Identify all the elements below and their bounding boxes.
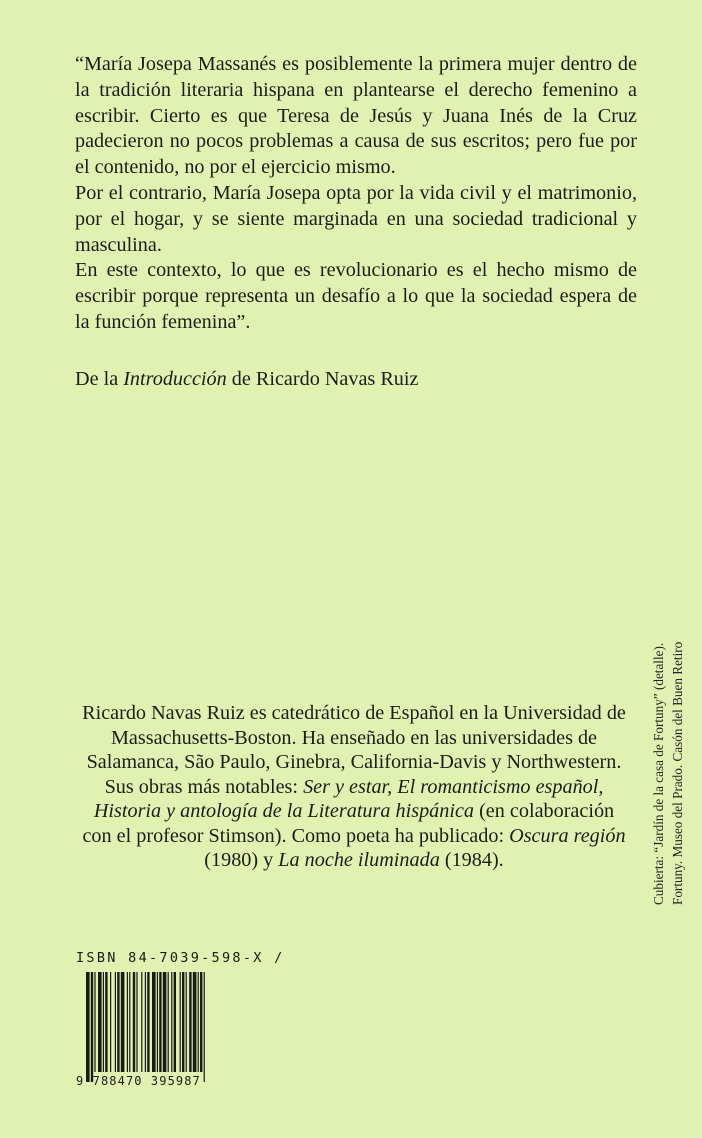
barcode-bar — [98, 972, 102, 1072]
bio-works: Ser y estar, El romanticismo español, Historia y antología de la Literatura hispánica — [93, 775, 604, 822]
attribution-suffix: de Ricardo Navas Ruiz — [226, 368, 419, 390]
barcode-bar — [121, 972, 125, 1072]
barcode-bar — [129, 972, 130, 1072]
barcode-bar — [91, 972, 93, 1082]
bio-paragraph-1: Ricardo Navas Ruiz es catedrático de Español en la Universidad de Massachusetts-Boston. Ha enseñado en las universidades de Salamanca, São Paulo, Ginebra, California-Davis y Northwestern. — [82, 702, 626, 773]
attribution-prefix: De la — [75, 368, 124, 390]
quote-paragraph-2: Por el contrario, María Josepa opta por la vida civil y el matrimonio, por el hogar, y se siente marginada en una sociedad tradicional y masculina. — [75, 181, 637, 256]
barcode-bar — [86, 972, 90, 1082]
barcode-bar — [163, 972, 167, 1072]
barcode-bar — [189, 972, 191, 1072]
author-bio — [82, 701, 626, 873]
quote-block — [75, 52, 637, 336]
barcode-bar — [171, 972, 172, 1072]
barcode-bar — [115, 972, 116, 1072]
barcode — [76, 970, 254, 1088]
bio-poem-1-year: (1980) y — [204, 849, 279, 871]
barcode-bar — [200, 972, 202, 1072]
barcode-bar — [152, 972, 156, 1072]
isbn-label: ISBN 84-7039-598-X / — [76, 950, 285, 966]
barcode-bars — [76, 970, 254, 1088]
bio-poem-2-year: (1984). — [439, 849, 504, 871]
barcode-bar — [117, 972, 119, 1072]
bio-works-intro: Sus obras más notables: — [104, 775, 304, 798]
barcode-bar — [193, 972, 197, 1072]
bio-paragraph-2 — [82, 775, 626, 873]
cover-credit — [650, 605, 695, 905]
bio-poem-1: Oscura región — [509, 824, 626, 847]
barcode-bar — [174, 972, 176, 1072]
barcode-bar — [94, 972, 95, 1072]
cover-credit-line-2: Fortuny. Museo del Prado. Casón del Buen Retiro — [669, 641, 685, 905]
barcode-bar — [127, 972, 128, 1072]
barcode-bar — [145, 972, 146, 1072]
barcode-bar — [103, 972, 104, 1072]
barcode-bar — [157, 972, 158, 1072]
bio-collab: (en colaboración con el profesor Stimson). Como poeta ha publicado: — [82, 800, 615, 847]
barcode-digits: 9 788470 395987 — [76, 1074, 201, 1088]
barcode-bar — [141, 972, 142, 1072]
quote-attribution — [75, 366, 635, 392]
barcode-bar — [159, 972, 161, 1072]
attribution-work: Introducción — [123, 368, 227, 390]
barcode-bar — [180, 972, 181, 1072]
barcode-bar — [168, 972, 169, 1072]
bio-poem-2: La noche iluminada — [278, 849, 440, 871]
barcode-bar — [105, 972, 107, 1072]
cover-credit-line-1: Cubierta: “Jardín de la casa de Fortuny” (detalle). — [651, 642, 666, 905]
barcode-bar — [186, 972, 187, 1072]
barcode-bar — [147, 972, 149, 1072]
barcode-bar — [198, 972, 199, 1072]
barcode-bar — [204, 972, 205, 1082]
quote-paragraph-3: En este contexto, lo que es revolucionario es el hecho mismo de escribir porque representa un desafío a lo que la sociedad espera de la función femenina”. — [75, 259, 637, 333]
quote-paragraph-1: “María Josepa Massanés es posiblemente la primera mujer dentro de la tradición literaria hispana en plantearse el derecho femenino a escribir. Cierto es que Teresa de Jesús y Juana Inés de la Cruz padecieron no pocos problemas a causa de sus escritos; pero fue por el contenido, no por el ejercicio mismo. — [75, 53, 637, 179]
barcode-bar — [133, 972, 135, 1072]
barcode-bar — [182, 972, 184, 1072]
barcode-bar — [136, 972, 137, 1072]
barcode-bar — [110, 972, 111, 1072]
